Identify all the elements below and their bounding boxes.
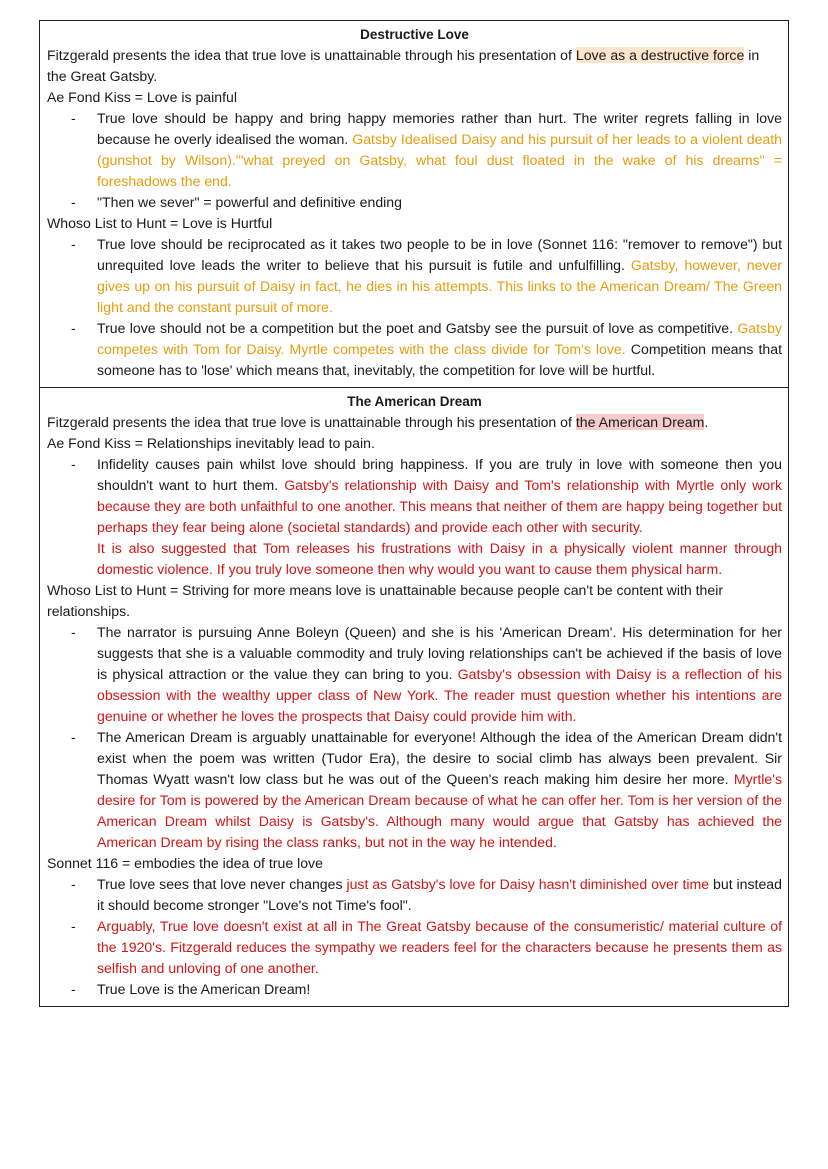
poem-heading: Ae Fond Kiss = Love is painful — [47, 89, 237, 105]
list-item: - The narrator is pursuing Anne Boleyn (Queen) and she is his 'American Dream'. His determination for her suggests that she is a valuable commodity and truly loving relationships can't be achieved if the basis of love is physical attraction or the value they can bring to you. Gatsby's obsession with Daisy is a reflection of his obsession with the wealthy upper class of New York. The reader must question whether his intentions are genuine or whether he loves the prospects that Daisy could provide him with. — [71, 624, 782, 724]
american-dream-section — [39, 388, 789, 1007]
bullet-list — [47, 874, 782, 1000]
orange-annotation: Gatsby competes with Tom for Daisy. Myrtle competes with the class divide for Tom's love. — [97, 320, 782, 357]
poem-heading: Ae Fond Kiss = Relationships inevitably lead to pain. — [47, 435, 375, 451]
red-annotation: just as Gatsby's love for Daisy hasn't diminished over time — [346, 876, 710, 892]
list-item: - True love should be reciprocated as it takes two people to be in love (Sonnet 116: "remover to remove") but unrequited love leads the writer to believe that his pursuit is futile and unfulfilling. Gatsby, however, never gives up on his pursuit of Daisy in fact, he dies in his attempts. This links to the American Dream/ The Green light and the constant pursuit of more. — [71, 236, 783, 315]
poem-heading: Sonnet 116 = embodies the idea of true love — [47, 855, 323, 871]
list-item: - Infidelity causes pain whilst love should bring happiness. If you are truly in love with someone then you shouldn't want to hurt them. Gatsby's relationship with Daisy and Tom's relationship with Myrtle only work because they are both unfaithful to one another. This means that neither of them are happy being together but perhaps they fear being alone (societal standards) and provide each other with security. — [71, 456, 782, 535]
red-annotation: It is also suggested that Tom releases his frustrations with Daisy in a physically violent manner through domestic violence. If you truly love someone then why would you want to cause them physical harm. — [97, 540, 782, 577]
bullet-list — [47, 234, 782, 381]
poem-heading: Whoso List to Hunt = Striving for more means love is unattainable because people can't be content with their relationships. — [47, 582, 724, 619]
list-item: - True Love is the American Dream! — [71, 981, 311, 997]
bullet-list — [47, 622, 782, 853]
red-annotation: Gatsby's obsession with Daisy is a reflection of his obsession with the wealthy upper class of New York. The reader must question whether his intentions are genuine or whether he loves the prospects that Daisy could provide him with. — [97, 666, 782, 724]
orange-annotation: Gatsby Idealised Daisy and his pursuit of her leads to a violent death (gunshot by Wilson)."'what preyed on Gatsby, what foul dust floated in the wake of his dreams" = foreshadows the end. — [97, 131, 782, 189]
bullet-list — [47, 454, 782, 538]
list-item: - True love should be happy and bring happy memories rather than hurt. The writer regrets falling in love because he overly idealised the woman. Gatsby Idealised Daisy and his pursuit of her leads to a violent death (gunshot by Wilson)."'what preyed on Gatsby, what foul dust floated in the wake of his dreams" = foreshadows the end. — [71, 110, 782, 189]
poem-heading: Whoso List to Hunt = Love is Hurtful — [47, 215, 273, 231]
list-item: - True love should not be a competition but the poet and Gatsby see the pursuit of love as competitive. Gatsby competes with Tom for Daisy. Myrtle competes with the class divide for Tom's love. Competition means that someone has to 'lose' which means that, inevitably, the competition for love will be hurtful. — [71, 320, 782, 378]
bullet-list — [47, 108, 782, 213]
destructive-love-section — [39, 20, 789, 388]
section-title: The American Dream — [347, 394, 482, 409]
section-title: Destructive Love — [360, 27, 469, 42]
orange-annotation: Gatsby, however, never gives up on his pursuit of Daisy in fact, he dies in his attempts. This links to the American Dream/ The Green light and the constant pursuit of more. — [97, 257, 783, 315]
highlighted-phrase: the American Dream — [575, 414, 705, 430]
list-item: - True love sees that love never changes just as Gatsby's love for Daisy hasn't diminished over time but instead it should become stronger "Love's not Time's fool". — [71, 876, 782, 913]
intro-paragraph: Fitzgerald presents the idea that true love is unattainable through his presentation of the American Dream. — [47, 414, 709, 430]
intro-paragraph: Fitzgerald presents the idea that true love is unattainable through his presentation of Love as a destructive force in the Great Gatsby. — [47, 47, 760, 84]
red-annotation: Gatsby's relationship with Daisy and Tom's relationship with Myrtle only work because they are both unfaithful to one another. This means that neither of them are happy being together but perhaps they fear being alone (societal standards) and provide each other with security. — [97, 477, 782, 535]
red-annotation: Myrtle's desire for Tom is powered by the American Dream because of what he can offer her. Tom is her version of the American Dream whilst Daisy is Gatsby's. Although many would argue that Gatsby has achieved the American Dream by rising the class ranks, but not in the way he intended. — [97, 771, 782, 850]
highlighted-phrase: Love as a destructive force — [575, 47, 745, 63]
red-annotation: Arguably, True love doesn't exist at all in The Great Gatsby because of the consumeristic/ material culture of the 1920's. Fitzgerald reduces the sympathy we readers feel for the characters because he presents them as selfish and unloving of one another. — [97, 918, 782, 976]
document-page — [39, 20, 789, 1007]
list-item: - Arguably, True love doesn't exist at all in The Great Gatsby because of the consumeristic/ material culture of the 1920's. Fitzgerald reduces the sympathy we readers feel for the characters because he presents them as selfish and unloving of one another. — [71, 918, 782, 976]
list-item: - "Then we sever" = powerful and definitive ending — [71, 194, 402, 210]
list-item: - The American Dream is arguably unattainable for everyone! Although the idea of the American Dream didn't exist when the poem was written (Tudor Era), the desire to social climb has always been prevalent. Sir Thomas Wyatt wasn't low class but he was out of the Queen's reach making him desire her more. Myrtle's desire for Tom is powered by the American Dream because of what he can offer her. Tom is her version of the American Dream whilst Daisy is Gatsby's. Although many would argue that Gatsby has achieved the American Dream by rising the class ranks, but not in the way he intended. — [71, 729, 782, 850]
